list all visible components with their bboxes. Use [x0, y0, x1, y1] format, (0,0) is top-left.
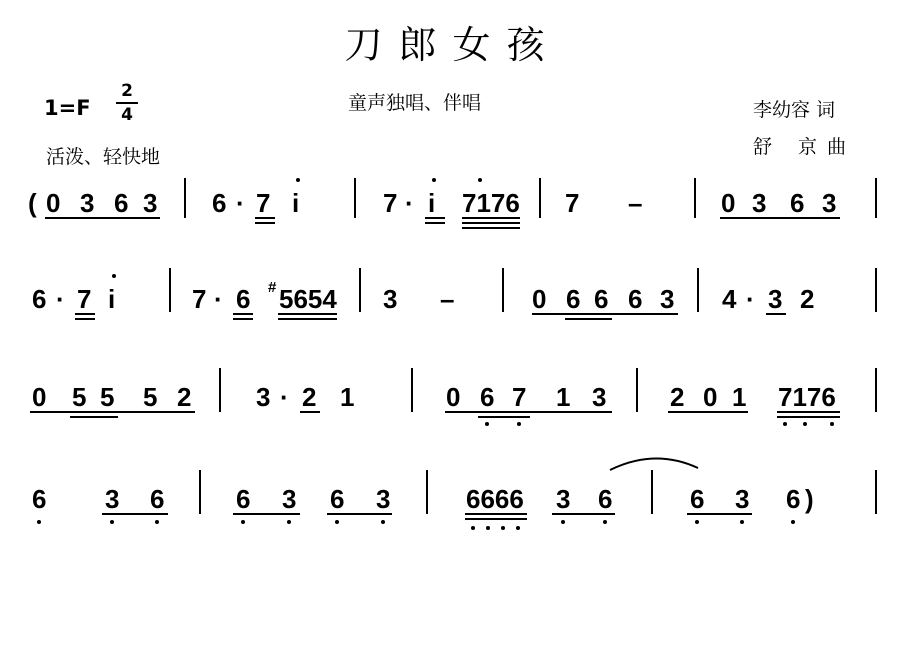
- low-octave-dot: [783, 422, 787, 426]
- note: 4: [722, 284, 737, 314]
- note: 7: [565, 188, 580, 218]
- octave-dot: [296, 178, 300, 182]
- note: 0: [46, 188, 61, 218]
- low-octave-dot: [803, 422, 807, 426]
- low-octave-dot: [381, 520, 385, 524]
- note: 5: [72, 382, 87, 412]
- note: 6: [212, 188, 227, 218]
- note: 3: [556, 484, 571, 514]
- note: 6: [690, 484, 705, 514]
- note: 0: [703, 382, 718, 412]
- note: 6: [236, 484, 251, 514]
- performance-note: 童声独唱、伴唱: [348, 92, 482, 114]
- note: 3: [592, 382, 607, 412]
- time-denominator: 4: [121, 105, 133, 125]
- dotted-rhythm: ·: [405, 188, 414, 218]
- octave-dot: [478, 178, 482, 182]
- note: 6: [480, 382, 495, 412]
- low-octave-dot: [471, 526, 475, 530]
- dash: –: [628, 188, 643, 218]
- note: 6: [566, 284, 581, 314]
- note: 2: [177, 382, 192, 412]
- note: 6: [114, 188, 129, 218]
- note: 0: [32, 382, 47, 412]
- note: 5: [143, 382, 158, 412]
- note: 3: [105, 484, 120, 514]
- note: 3: [383, 284, 398, 314]
- sharp-sign: #: [268, 279, 277, 296]
- low-octave-dot: [241, 520, 245, 524]
- low-octave-dot: [155, 520, 159, 524]
- note: 6: [628, 284, 643, 314]
- time-numerator: 2: [121, 81, 133, 101]
- note: 3: [80, 188, 95, 218]
- low-octave-dot: [37, 520, 41, 524]
- note: 2: [670, 382, 685, 412]
- low-octave-dot: [486, 526, 490, 530]
- note-group: 6666: [466, 484, 524, 514]
- note: 3: [282, 484, 297, 514]
- low-octave-dot: [517, 422, 521, 426]
- note: 3: [752, 188, 767, 218]
- note: 6: [786, 484, 801, 514]
- note: 7: [192, 284, 207, 314]
- note: 6: [236, 284, 251, 314]
- dotted-rhythm: ·: [746, 284, 755, 314]
- note: 1: [732, 382, 747, 412]
- note: 6: [150, 484, 165, 514]
- octave-dot: [112, 274, 116, 278]
- tempo-marking: 活泼、轻快地: [46, 146, 161, 168]
- note: 6: [598, 484, 613, 514]
- close-paren: ): [805, 484, 814, 514]
- low-octave-dot: [603, 520, 607, 524]
- note: 1: [340, 382, 355, 412]
- low-octave-dot: [830, 422, 834, 426]
- low-octave-dot: [335, 520, 339, 524]
- note: 7: [256, 188, 271, 218]
- low-octave-dot: [485, 422, 489, 426]
- low-octave-dot: [110, 520, 114, 524]
- note: 3: [143, 188, 158, 218]
- slur: [610, 458, 698, 470]
- note: 6: [790, 188, 805, 218]
- note: 7: [77, 284, 92, 314]
- note: 3: [768, 284, 783, 314]
- note: 0: [721, 188, 736, 218]
- note: 0: [446, 382, 461, 412]
- low-octave-dot: [516, 526, 520, 530]
- note: 6: [594, 284, 609, 314]
- low-octave-dot: [740, 520, 744, 524]
- note-group: 7176: [462, 188, 520, 218]
- note: 0: [532, 284, 547, 314]
- note: i: [292, 188, 300, 218]
- note: 6: [330, 484, 345, 514]
- dotted-rhythm: ·: [56, 284, 65, 314]
- low-octave-dot: [695, 520, 699, 524]
- note: 3: [660, 284, 675, 314]
- open-paren: (: [28, 188, 37, 218]
- composer-credit: 舒 京曲: [753, 136, 857, 158]
- note-group: 7176: [778, 382, 836, 412]
- note: 1: [556, 382, 571, 412]
- note: 3: [822, 188, 837, 218]
- note: 2: [800, 284, 815, 314]
- dotted-rhythm: ·: [236, 188, 245, 218]
- note: 7: [512, 382, 527, 412]
- low-octave-dot: [287, 520, 291, 524]
- note: i: [428, 188, 436, 218]
- key-signature: 1=F: [44, 96, 91, 120]
- score-lines: [30, 178, 876, 519]
- note: 3: [256, 382, 271, 412]
- lyricist-credit: 李幼容 词: [753, 99, 836, 121]
- note: 3: [376, 484, 391, 514]
- song-title: 刀郎女孩: [344, 23, 561, 67]
- note: 3: [735, 484, 750, 514]
- dotted-rhythm: ·: [214, 284, 223, 314]
- note-group: 5654: [279, 284, 337, 314]
- low-octave-dot: [791, 520, 795, 524]
- note: 5: [100, 382, 115, 412]
- note: i: [108, 284, 116, 314]
- dash: –: [440, 284, 455, 314]
- low-octave-dot: [561, 520, 565, 524]
- note: 6: [32, 284, 47, 314]
- note: 6: [32, 484, 47, 514]
- note: 7: [383, 188, 398, 218]
- octave-dot: [432, 178, 436, 182]
- dotted-rhythm: ·: [280, 382, 289, 412]
- low-octave-dot: [501, 526, 505, 530]
- note: 2: [302, 382, 317, 412]
